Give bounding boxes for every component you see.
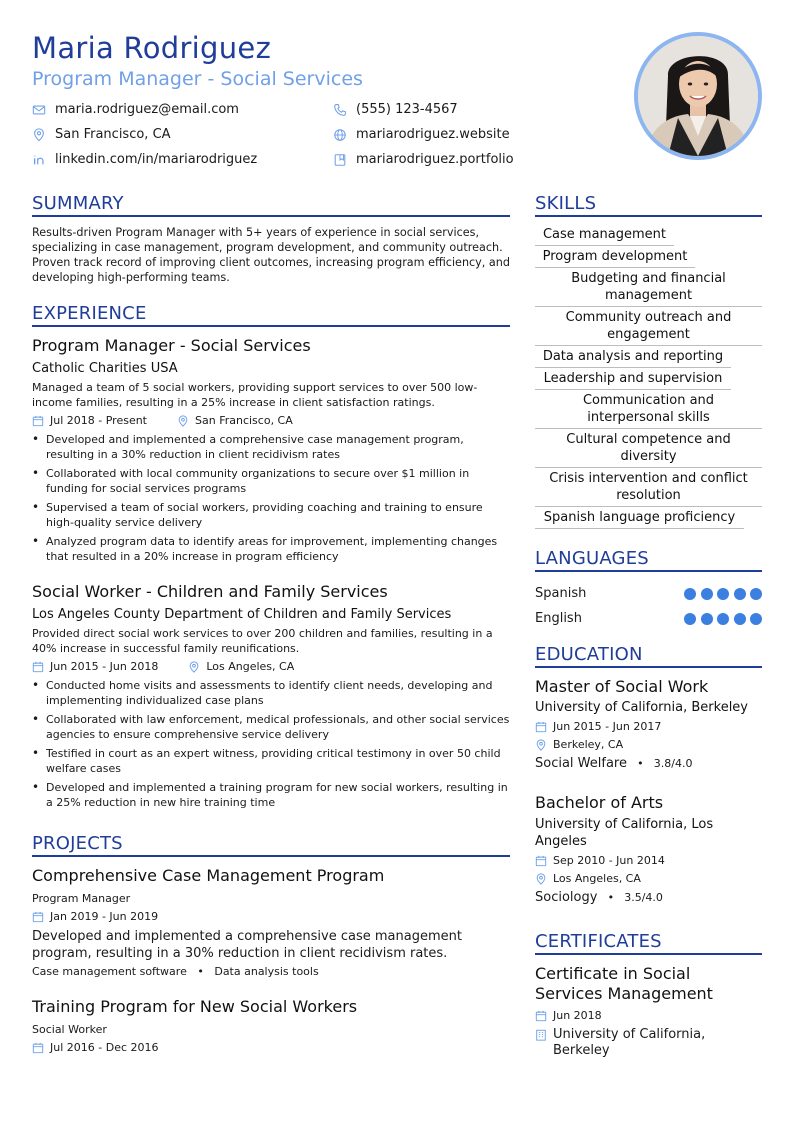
contact-website[interactable] — [333, 127, 510, 142]
project-meta — [32, 910, 510, 923]
school: University of California, Berkeley — [535, 700, 748, 715]
job-2 — [32, 582, 510, 814]
project-1 — [32, 866, 510, 979]
list-item: • Analyzed program data to identify areas for improvement, implementing changes that resulted in a 20% increase in program efficiency — [32, 534, 510, 564]
date-text: Jun 2018 — [553, 1009, 602, 1022]
job-company: Catholic Charities USA — [32, 361, 178, 376]
linkedin-icon — [32, 153, 46, 167]
certificate-1 — [535, 964, 762, 1059]
job-meta — [32, 414, 510, 427]
location-pin-icon — [535, 873, 547, 885]
project-role: Social Worker — [32, 1023, 107, 1036]
education-dates — [535, 854, 762, 867]
skill-item: Program development — [535, 248, 695, 268]
location-pin-icon — [177, 415, 189, 427]
job-dates: Jun 2015 - Jun 2018 — [50, 660, 159, 673]
projects-heading: PROJECTS — [32, 833, 123, 854]
location-pin-icon — [535, 739, 547, 751]
summary-heading: SUMMARY — [32, 193, 124, 214]
job-location: San Francisco, CA — [195, 414, 293, 427]
website-text: mariarodriguez.website — [356, 127, 510, 142]
job-title: Social Worker - Children and Family Services — [32, 582, 388, 601]
education-location — [535, 872, 762, 885]
contact-email[interactable] — [32, 102, 239, 117]
level-dot — [750, 613, 762, 625]
skills-list — [535, 226, 762, 526]
skill-item: Budgeting and financial management — [535, 270, 762, 307]
job-bullets — [32, 678, 510, 810]
bookmark-icon — [333, 153, 347, 167]
level-dot — [750, 588, 762, 600]
experience-heading: EXPERIENCE — [32, 303, 147, 324]
field-text: Sociology — [535, 890, 598, 905]
level-dot — [701, 588, 713, 600]
education-field: Social Welfare • 3.8/4.0 — [535, 756, 693, 771]
level-dot — [717, 588, 729, 600]
phone-text: (555) 123-4567 — [356, 102, 458, 117]
calendar-icon — [535, 721, 547, 733]
list-item: • Conducted home visits and assessments to identify client needs, developing and implementing individualized case plans — [32, 678, 510, 708]
location-text: Berkeley, CA — [553, 738, 624, 751]
skill-item: Spanish language proficiency — [535, 509, 744, 529]
education-field: Sociology • 3.5/4.0 — [535, 890, 663, 905]
calendar-icon — [32, 911, 44, 923]
project-title: Training Program for New Social Workers — [32, 997, 358, 1016]
dates-text: Sep 2010 - Jun 2014 — [553, 854, 665, 867]
list-item: • Developed and implemented a comprehensive case management program, resulting in a 30% reduction in client recidivism rates — [32, 432, 510, 462]
project-role: Program Manager — [32, 892, 131, 905]
issuer-text: University of California, Berkeley — [553, 1027, 706, 1058]
language-spanish — [535, 582, 762, 601]
location-pin-icon — [188, 661, 200, 673]
job-description: Provided direct social work services to over 200 children and families, resulting in a 40% increase in successful family reunifications. — [32, 627, 493, 655]
job-1 — [32, 336, 510, 568]
level-dot — [701, 613, 713, 625]
languages-rule — [535, 570, 762, 572]
profile-photo — [634, 32, 762, 160]
location-pin-icon — [32, 128, 46, 142]
project-tool: Data analysis tools — [214, 965, 319, 978]
skill-item: Communication and interpersonal skills — [535, 392, 762, 429]
level-dot — [684, 588, 696, 600]
level-dot — [684, 613, 696, 625]
dates-text: Jun 2015 - Jun 2017 — [553, 720, 662, 733]
skill-item: Community outreach and engagement — [535, 309, 762, 346]
project-meta — [32, 1041, 510, 1054]
globe-icon — [333, 128, 347, 142]
phone-icon — [333, 103, 347, 117]
project-dates: Jan 2019 - Jun 2019 — [50, 910, 159, 923]
project-2 — [32, 997, 510, 1054]
list-item: • Collaborated with law enforcement, medical professionals, and other social services agencies to ensure comprehensive service delivery — [32, 712, 510, 742]
certificates-heading: CERTIFICATES — [535, 931, 662, 952]
education-rule — [535, 666, 762, 668]
project-dates: Jul 2016 - Dec 2016 — [50, 1041, 159, 1054]
candidate-role: Program Manager - Social Services — [32, 68, 363, 90]
summary-text: Results-driven Program Manager with 5+ years of experience in social services, specializing in case management, program development, and community outreach. Proven track record of improving client outcomes, increasing program efficiency, and developing high-performing teams. — [32, 226, 510, 284]
level-dot — [717, 613, 729, 625]
field-text: Social Welfare — [535, 756, 627, 771]
certificate-date — [535, 1009, 762, 1022]
job-bullets — [32, 432, 510, 564]
calendar-icon — [32, 1042, 44, 1054]
portrait-illustration — [638, 36, 758, 156]
job-location: Los Angeles, CA — [206, 660, 295, 673]
project-tool: Case management software — [32, 965, 187, 978]
language-english — [535, 607, 762, 626]
portfolio-text: mariarodriguez.portfolio — [356, 152, 514, 167]
skill-item: Case management — [535, 226, 674, 246]
list-item: • Supervised a team of social workers, providing coaching and training to ensure high-quality service delivery — [32, 500, 510, 530]
level-dot — [734, 613, 746, 625]
job-meta — [32, 660, 510, 673]
calendar-icon — [32, 415, 44, 427]
level-dot — [734, 588, 746, 600]
contact-phone[interactable] — [333, 102, 458, 117]
certificates-rule — [535, 953, 762, 955]
language-name: English — [535, 611, 582, 626]
education-location — [535, 738, 762, 751]
certificate-name: Certificate in Social Services Management — [535, 964, 713, 1003]
certificate-issuer — [535, 1027, 762, 1059]
project-tools: Case management software • Data analysis tools — [32, 965, 319, 978]
project-title: Comprehensive Case Management Program — [32, 866, 385, 885]
experience-rule — [32, 325, 510, 327]
calendar-icon — [32, 661, 44, 673]
contact-location — [32, 127, 171, 142]
project-description: Developed and implemented a comprehensive case management program, resulting in a 30% reduction in client recidivism rates. — [32, 929, 462, 961]
calendar-icon — [535, 1010, 547, 1022]
education-1 — [535, 677, 762, 771]
language-level — [680, 585, 763, 604]
summary-rule — [32, 215, 510, 217]
education-heading: EDUCATION — [535, 644, 643, 665]
gpa-text: 3.8/4.0 — [653, 757, 693, 770]
skills-heading: SKILLS — [535, 193, 597, 214]
list-item: • Testified in court as an expert witness, providing critical testimony in over 50 child welfare cases — [32, 746, 510, 776]
skill-item: Crisis intervention and conflict resolution — [535, 470, 762, 507]
contact-portfolio[interactable] — [333, 152, 514, 167]
job-dates: Jul 2018 - Present — [50, 414, 147, 427]
list-item: • Developed and implemented a training program for new social workers, resulting in a 25% reduction in new hire training time — [32, 780, 510, 810]
gpa-text: 3.5/4.0 — [624, 891, 663, 904]
contact-linkedin[interactable] — [32, 152, 257, 167]
languages-heading: LANGUAGES — [535, 548, 649, 569]
candidate-name: Maria Rodriguez — [32, 31, 272, 65]
school: University of California, Los Angeles — [535, 817, 714, 849]
job-title: Program Manager - Social Services — [32, 336, 311, 355]
location-text: San Francisco, CA — [55, 127, 171, 142]
skill-item: Cultural competence and diversity — [535, 431, 762, 468]
education-dates — [535, 720, 762, 733]
email-text: maria.rodriguez@email.com — [55, 102, 239, 117]
job-description: Managed a team of 5 social workers, providing support services to over 500 low-income families, resulting in a 25% increase in client satisfaction ratings. — [32, 381, 478, 409]
degree: Master of Social Work — [535, 677, 709, 696]
job-company: Los Angeles County Department of Children and Family Services — [32, 607, 452, 622]
list-item: • Collaborated with local community organizations to secure over $1 million in funding for social services programs — [32, 466, 510, 496]
building-icon — [535, 1029, 547, 1041]
linkedin-text: linkedin.com/in/mariarodriguez — [55, 152, 258, 167]
skill-item: Data analysis and reporting — [535, 348, 731, 368]
location-text: Los Angeles, CA — [553, 872, 641, 885]
language-level — [680, 610, 763, 629]
skill-item: Leadership and supervision — [535, 370, 731, 390]
projects-rule — [32, 855, 510, 857]
language-name: Spanish — [535, 586, 587, 601]
skills-rule — [535, 215, 762, 217]
education-2 — [535, 793, 762, 905]
mail-icon — [32, 103, 46, 117]
calendar-icon — [535, 855, 547, 867]
degree: Bachelor of Arts — [535, 793, 664, 812]
